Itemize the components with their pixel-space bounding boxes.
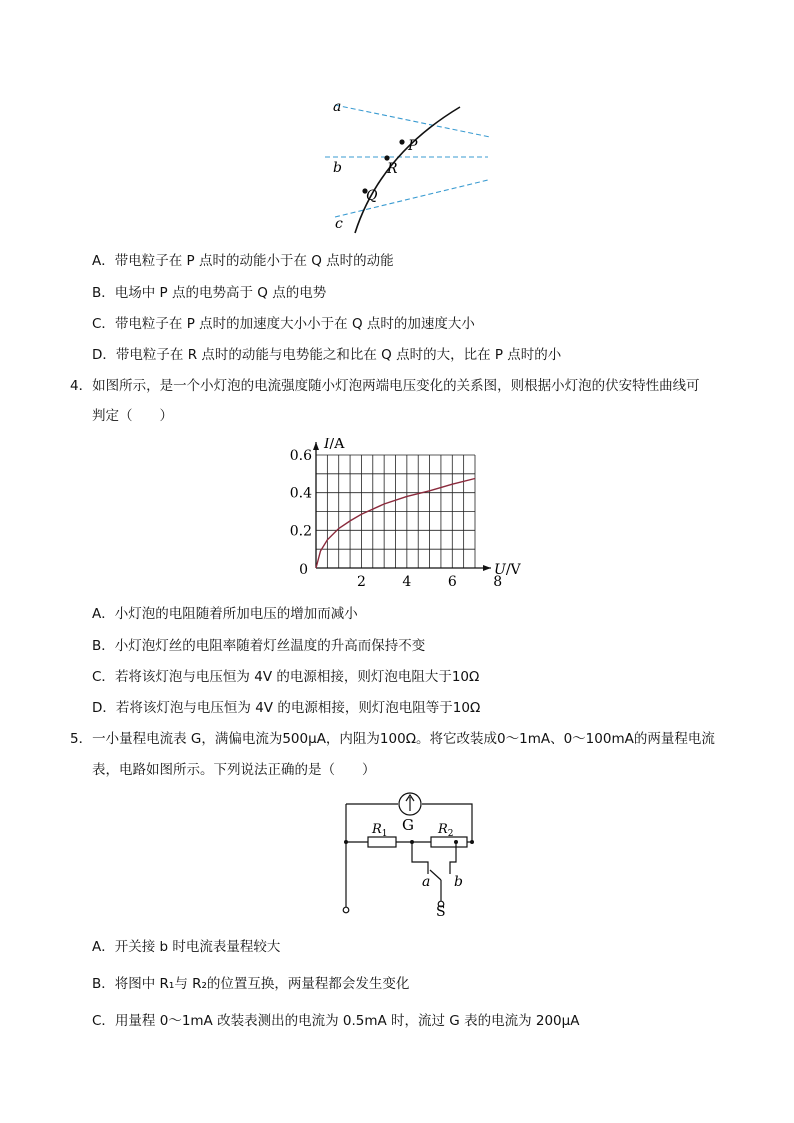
q3-option-a: A．带电粒子在 P 点时的动能小于在 Q 点时的动能: [92, 253, 394, 269]
x-axis-arrow: [483, 565, 491, 571]
label-a: a: [333, 99, 342, 115]
q5-stem-line2: 表，电路如图所示。下列说法正确的是（ ）: [92, 762, 376, 778]
label-c: c: [335, 216, 343, 232]
q3-option-d: D．带电粒子在 R 点时的动能与电势能之和比在 Q 点时的大，比在 P 点时的小: [92, 347, 562, 363]
q3-option-c: C．带电粒子在 P 点时的加速度大小小于在 Q 点时的加速度大小: [92, 316, 475, 332]
q3-option-b: B．电场中 P 点的电势高于 Q 点的电势: [92, 285, 327, 301]
label-R1: $R_1$: [372, 822, 388, 839]
y-tick-label: 0.4: [289, 485, 312, 502]
q4-option-c: C．若将该灯泡与电压恒为 4V 的电源相接，则灯泡电阻大于10Ω: [92, 669, 480, 685]
q4-stem: 4．如图所示，是一个小灯泡的电流强度随小灯泡两端电压变化的关系图，则根据小灯泡的伏安特性曲线可: [70, 378, 700, 394]
origin-label: 0: [299, 562, 308, 578]
label-b: b: [333, 160, 342, 176]
label-Q: Q: [366, 188, 378, 204]
q5-option-b: B．将图中 R₁与 R₂的位置互换，两量程都会发生变化: [92, 976, 410, 992]
field-line-c: [335, 180, 488, 217]
label-G: G: [402, 816, 414, 834]
switch-blade: [430, 870, 441, 880]
galvanometer-needle: [406, 795, 414, 811]
terminal-common: [343, 907, 349, 913]
x-tick-label: 8: [493, 574, 503, 588]
x-axis-label: U/V: [494, 562, 521, 578]
point-R: [384, 155, 389, 160]
label-R: R: [387, 161, 398, 177]
label-R2: $R_2$: [438, 822, 454, 839]
q5-number: 5．: [70, 731, 93, 747]
label-P: P: [408, 138, 418, 154]
point-P: [399, 139, 404, 144]
trajectory-figure: [320, 95, 500, 235]
y-axis-label: I/A: [324, 438, 345, 452]
particle-trajectory: [355, 107, 460, 233]
label-b-contact: b: [454, 874, 463, 890]
q5-option-c: C．用量程 0～1mA 改装表测出的电流为 0.5mA 时，流过 G 表的电流为 200μA: [92, 1013, 580, 1029]
q4-number: 4．: [70, 378, 93, 394]
x-tick-label: 6: [447, 574, 457, 588]
y-tick-label: 0.6: [289, 448, 312, 464]
x-tick-label: 2: [356, 574, 366, 588]
q4-option-a: A．小灯泡的电阻随着所加电压的增加而减小: [92, 606, 358, 622]
label-S: S: [436, 904, 446, 918]
field-line-a: [335, 105, 490, 137]
q4-option-d: D．若将该灯泡与电压恒为 4V 的电源相接，则灯泡电阻等于10Ω: [92, 700, 481, 716]
x-tick-label: 4: [402, 574, 412, 588]
iu-curve-chart: [280, 438, 530, 588]
q5-stem: 5．一小量程电流表 G，满偏电流为500μA，内阻为100Ω。将它改装成0～1mA、0～100mA的两量程电流: [70, 731, 715, 747]
q5-option-a: A．开关接 b 时电流表量程较大: [92, 939, 281, 955]
y-axis-arrow: [313, 442, 319, 450]
circuit-diagram: [338, 790, 483, 918]
wire-to-a: [412, 842, 428, 874]
y-tick-label: 0.2: [289, 523, 312, 540]
q4-option-b: B．小灯泡灯丝的电阻率随着灯丝温度的升高而保持不变: [92, 638, 426, 654]
q4-stem-line2: 判定（ ）: [92, 408, 173, 424]
label-a-contact: a: [422, 874, 431, 890]
